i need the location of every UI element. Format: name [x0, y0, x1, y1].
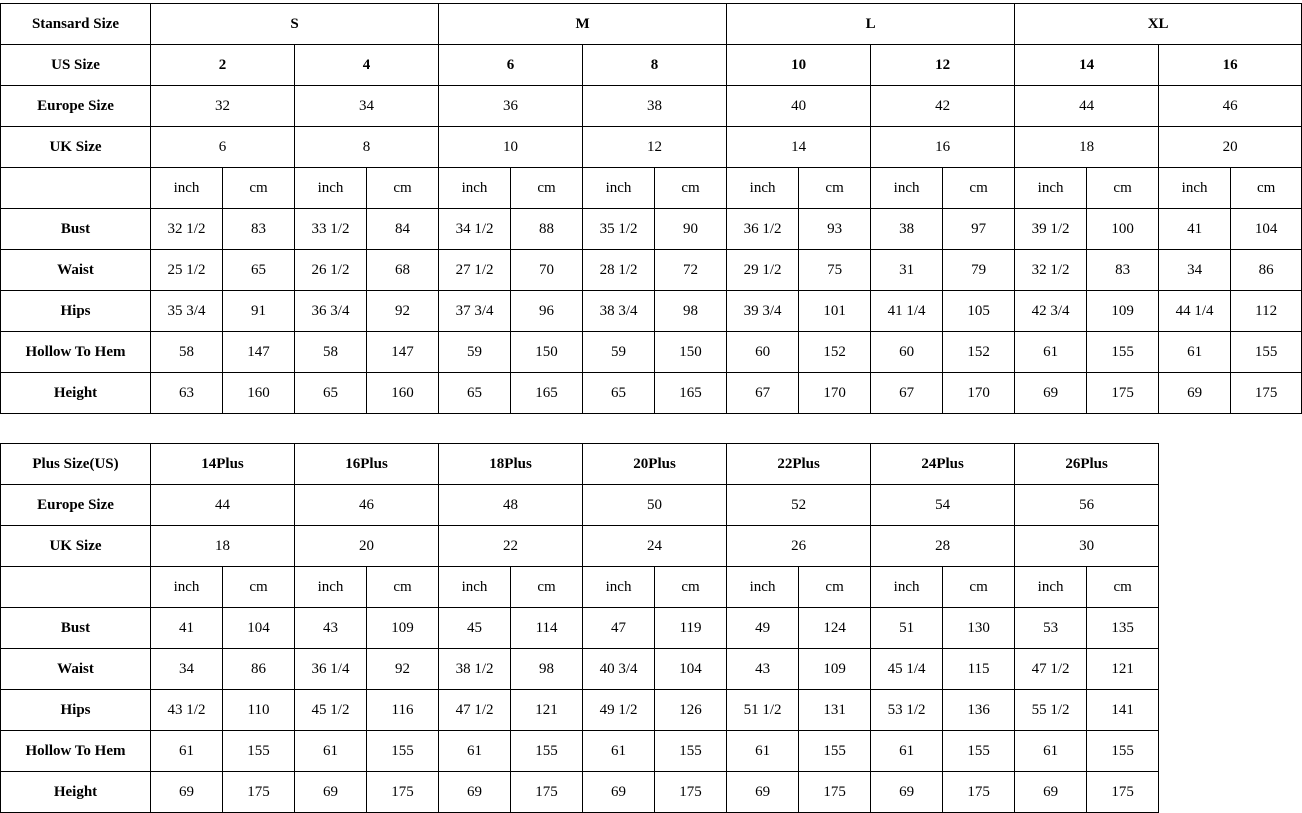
measure-cell: 96 [511, 291, 583, 332]
measure-cell: 61 [151, 731, 223, 772]
measure-cell: 33 1/2 [295, 209, 367, 250]
measure-cell: 45 1/4 [871, 649, 943, 690]
measure-cell: 65 [439, 373, 511, 414]
measure-cell: 45 [439, 608, 511, 649]
uk-size-cell: 26 [727, 526, 871, 567]
measure-cell: 175 [1087, 373, 1159, 414]
measure-cell: 98 [655, 291, 727, 332]
measure-cell: 175 [943, 772, 1015, 813]
plus-size-cell: 26Plus [1015, 444, 1159, 485]
row-label-height: Height [1, 373, 151, 414]
us-size-cell: 2 [151, 45, 295, 86]
row-label-standard-size: Stansard Size [1, 4, 151, 45]
uk-size-cell: 8 [295, 127, 439, 168]
measure-cell: 34 [151, 649, 223, 690]
measure-cell: 55 1/2 [1015, 690, 1087, 731]
europe-size-cell: 56 [1015, 485, 1159, 526]
measure-cell: 47 1/2 [439, 690, 511, 731]
row-label-hollow-to-hem: Hollow To Hem [1, 731, 151, 772]
measure-cell: 104 [655, 649, 727, 690]
measure-cell: 51 1/2 [727, 690, 799, 731]
table-row [1, 690, 1159, 731]
measure-cell: 43 1/2 [151, 690, 223, 731]
measure-cell: 150 [511, 332, 583, 373]
measure-cell: 165 [655, 373, 727, 414]
measure-cell: 136 [943, 690, 1015, 731]
measure-cell: 83 [1087, 250, 1159, 291]
measure-cell: 160 [223, 373, 295, 414]
measure-cell: 40 3/4 [583, 649, 655, 690]
measure-cell: 60 [727, 332, 799, 373]
table-row [1, 45, 1302, 86]
unit-cell: inch [727, 567, 799, 608]
measure-cell: 91 [223, 291, 295, 332]
measure-cell: 69 [1159, 373, 1231, 414]
measure-cell: 44 1/4 [1159, 291, 1231, 332]
unit-cell: cm [367, 567, 439, 608]
measure-cell: 83 [223, 209, 295, 250]
us-size-cell: 6 [439, 45, 583, 86]
uk-size-cell: 22 [439, 526, 583, 567]
measure-cell: 121 [511, 690, 583, 731]
measure-cell: 51 [871, 608, 943, 649]
measure-cell: 135 [1087, 608, 1159, 649]
measure-cell: 165 [511, 373, 583, 414]
plus-size-cell: 20Plus [583, 444, 727, 485]
europe-size-cell: 32 [151, 86, 295, 127]
measure-cell: 36 1/2 [727, 209, 799, 250]
uk-size-cell: 18 [1015, 127, 1159, 168]
measure-cell: 27 1/2 [439, 250, 511, 291]
europe-size-cell: 46 [295, 485, 439, 526]
standard-size-table [0, 3, 1302, 414]
unit-cell: inch [295, 567, 367, 608]
measure-cell: 155 [1231, 332, 1302, 373]
measure-cell: 97 [943, 209, 1015, 250]
row-label-us-size: US Size [1, 45, 151, 86]
measure-cell: 42 3/4 [1015, 291, 1087, 332]
measure-cell: 104 [223, 608, 295, 649]
measure-cell: 67 [871, 373, 943, 414]
unit-cell: inch [1015, 567, 1087, 608]
row-label-hips: Hips [1, 690, 151, 731]
measure-cell: 59 [439, 332, 511, 373]
row-label-waist: Waist [1, 649, 151, 690]
row-label-uk-size: UK Size [1, 127, 151, 168]
uk-size-cell: 14 [727, 127, 871, 168]
measure-cell: 93 [799, 209, 871, 250]
measure-cell: 88 [511, 209, 583, 250]
measure-cell: 86 [223, 649, 295, 690]
measure-cell: 109 [799, 649, 871, 690]
uk-size-cell: 30 [1015, 526, 1159, 567]
measure-cell: 32 1/2 [1015, 250, 1087, 291]
table-row [1, 86, 1302, 127]
europe-size-cell: 34 [295, 86, 439, 127]
uk-size-cell: 18 [151, 526, 295, 567]
row-label-europe-size: Europe Size [1, 86, 151, 127]
table-row [1, 649, 1159, 690]
measure-cell: 92 [367, 291, 439, 332]
measure-cell: 69 [583, 772, 655, 813]
europe-size-cell: 50 [583, 485, 727, 526]
measure-cell: 112 [1231, 291, 1302, 332]
measure-cell: 147 [223, 332, 295, 373]
group-header-xl: XL [1015, 4, 1302, 45]
plus-size-cell: 22Plus [727, 444, 871, 485]
measure-cell: 69 [727, 772, 799, 813]
measure-cell: 35 1/2 [583, 209, 655, 250]
table-row [1, 772, 1159, 813]
measure-cell: 53 1/2 [871, 690, 943, 731]
row-label-europe-size: Europe Size [1, 485, 151, 526]
unit-cell: cm [943, 168, 1015, 209]
measure-cell: 155 [799, 731, 871, 772]
measure-cell: 175 [511, 772, 583, 813]
europe-size-cell: 44 [151, 485, 295, 526]
table-row [1, 444, 1159, 485]
unit-cell: cm [1087, 168, 1159, 209]
row-label-bust: Bust [1, 209, 151, 250]
measure-cell: 101 [799, 291, 871, 332]
table-row [1, 127, 1302, 168]
measure-cell: 49 1/2 [583, 690, 655, 731]
row-label-plus-size: Plus Size(US) [1, 444, 151, 485]
measure-cell: 34 [1159, 250, 1231, 291]
uk-size-cell: 20 [1159, 127, 1302, 168]
europe-size-cell: 44 [1015, 86, 1159, 127]
unit-cell: inch [151, 567, 223, 608]
measure-cell: 65 [223, 250, 295, 291]
measure-cell: 141 [1087, 690, 1159, 731]
measure-cell: 58 [295, 332, 367, 373]
measure-cell: 37 3/4 [439, 291, 511, 332]
measure-cell: 58 [151, 332, 223, 373]
measure-cell: 69 [439, 772, 511, 813]
unit-cell: cm [1231, 168, 1302, 209]
uk-size-cell: 16 [871, 127, 1015, 168]
measure-cell: 130 [943, 608, 1015, 649]
measure-cell: 155 [655, 731, 727, 772]
measure-cell: 69 [1015, 373, 1087, 414]
measure-cell: 121 [1087, 649, 1159, 690]
uk-size-cell: 12 [583, 127, 727, 168]
measure-cell: 31 [871, 250, 943, 291]
measure-cell: 175 [1087, 772, 1159, 813]
us-size-cell: 8 [583, 45, 727, 86]
table-row [1, 608, 1159, 649]
measure-cell: 69 [1015, 772, 1087, 813]
measure-cell: 39 1/2 [1015, 209, 1087, 250]
measure-cell: 49 [727, 608, 799, 649]
unit-cell: cm [367, 168, 439, 209]
measure-cell: 152 [943, 332, 1015, 373]
measure-cell: 45 1/2 [295, 690, 367, 731]
measure-cell: 61 [295, 731, 367, 772]
measure-cell: 38 3/4 [583, 291, 655, 332]
measure-cell: 61 [727, 731, 799, 772]
measure-cell: 25 1/2 [151, 250, 223, 291]
unit-cell: inch [871, 567, 943, 608]
measure-cell: 105 [943, 291, 1015, 332]
table-row [1, 526, 1159, 567]
measure-cell: 86 [1231, 250, 1302, 291]
measure-cell: 63 [151, 373, 223, 414]
europe-size-cell: 46 [1159, 86, 1302, 127]
measure-cell: 41 [1159, 209, 1231, 250]
measure-cell: 32 1/2 [151, 209, 223, 250]
measure-cell: 47 1/2 [1015, 649, 1087, 690]
measure-cell: 26 1/2 [295, 250, 367, 291]
table-row [1, 291, 1302, 332]
unit-cell: inch [1159, 168, 1231, 209]
europe-size-cell: 48 [439, 485, 583, 526]
measure-cell: 41 [151, 608, 223, 649]
measure-cell: 38 1/2 [439, 649, 511, 690]
measure-cell: 61 [1015, 731, 1087, 772]
measure-cell: 116 [367, 690, 439, 731]
measure-cell: 175 [799, 772, 871, 813]
measure-cell: 152 [799, 332, 871, 373]
uk-size-cell: 28 [871, 526, 1015, 567]
measure-cell: 69 [295, 772, 367, 813]
plus-size-table [0, 443, 1159, 813]
measure-cell: 170 [943, 373, 1015, 414]
measure-cell: 69 [151, 772, 223, 813]
table-row [1, 731, 1159, 772]
table-row [1, 332, 1302, 373]
measure-cell: 109 [367, 608, 439, 649]
table-row [1, 250, 1302, 291]
measure-cell: 35 3/4 [151, 291, 223, 332]
measure-cell: 36 3/4 [295, 291, 367, 332]
measure-cell: 69 [871, 772, 943, 813]
unit-cell: cm [799, 168, 871, 209]
unit-cell: cm [223, 567, 295, 608]
plus-size-cell: 16Plus [295, 444, 439, 485]
uk-size-cell: 24 [583, 526, 727, 567]
measure-cell: 110 [223, 690, 295, 731]
row-label-blank [1, 567, 151, 608]
measure-cell: 61 [439, 731, 511, 772]
group-header-m: M [439, 4, 727, 45]
europe-size-cell: 52 [727, 485, 871, 526]
measure-cell: 47 [583, 608, 655, 649]
row-label-hips: Hips [1, 291, 151, 332]
measure-cell: 100 [1087, 209, 1159, 250]
measure-cell: 160 [367, 373, 439, 414]
group-header-l: L [727, 4, 1015, 45]
measure-cell: 39 3/4 [727, 291, 799, 332]
measure-cell: 70 [511, 250, 583, 291]
europe-size-cell: 40 [727, 86, 871, 127]
measure-cell: 65 [583, 373, 655, 414]
unit-cell: cm [223, 168, 295, 209]
measure-cell: 131 [799, 690, 871, 731]
unit-cell: cm [943, 567, 1015, 608]
unit-cell: cm [1087, 567, 1159, 608]
measure-cell: 170 [799, 373, 871, 414]
unit-cell: cm [655, 567, 727, 608]
measure-cell: 114 [511, 608, 583, 649]
measure-cell: 65 [295, 373, 367, 414]
europe-size-cell: 36 [439, 86, 583, 127]
row-label-uk-size: UK Size [1, 526, 151, 567]
uk-size-cell: 20 [295, 526, 439, 567]
measure-cell: 104 [1231, 209, 1302, 250]
measure-cell: 175 [1231, 373, 1302, 414]
uk-size-cell: 6 [151, 127, 295, 168]
measure-cell: 124 [799, 608, 871, 649]
table-row [1, 168, 1302, 209]
measure-cell: 61 [583, 731, 655, 772]
unit-cell: inch [583, 168, 655, 209]
unit-cell: cm [655, 168, 727, 209]
row-label-hollow-to-hem: Hollow To Hem [1, 332, 151, 373]
measure-cell: 60 [871, 332, 943, 373]
measure-cell: 75 [799, 250, 871, 291]
plus-size-cell: 24Plus [871, 444, 1015, 485]
plus-size-cell: 18Plus [439, 444, 583, 485]
measure-cell: 147 [367, 332, 439, 373]
plus-size-cell: 14Plus [151, 444, 295, 485]
unit-cell: inch [1015, 168, 1087, 209]
row-label-height: Height [1, 772, 151, 813]
unit-cell: inch [439, 168, 511, 209]
measure-cell: 29 1/2 [727, 250, 799, 291]
measure-cell: 119 [655, 608, 727, 649]
unit-cell: inch [295, 168, 367, 209]
us-size-cell: 16 [1159, 45, 1302, 86]
measure-cell: 155 [511, 731, 583, 772]
measure-cell: 155 [367, 731, 439, 772]
uk-size-cell: 10 [439, 127, 583, 168]
measure-cell: 61 [1015, 332, 1087, 373]
measure-cell: 72 [655, 250, 727, 291]
unit-cell: cm [799, 567, 871, 608]
us-size-cell: 14 [1015, 45, 1159, 86]
measure-cell: 67 [727, 373, 799, 414]
measure-cell: 59 [583, 332, 655, 373]
table-row [1, 4, 1302, 45]
table-row [1, 485, 1159, 526]
group-header-s: S [151, 4, 439, 45]
measure-cell: 175 [367, 772, 439, 813]
unit-cell: inch [871, 168, 943, 209]
unit-cell: inch [727, 168, 799, 209]
measure-cell: 92 [367, 649, 439, 690]
unit-cell: cm [511, 168, 583, 209]
measure-cell: 28 1/2 [583, 250, 655, 291]
measure-cell: 36 1/4 [295, 649, 367, 690]
measure-cell: 43 [295, 608, 367, 649]
us-size-cell: 12 [871, 45, 1015, 86]
measure-cell: 61 [1159, 332, 1231, 373]
measure-cell: 175 [655, 772, 727, 813]
europe-size-cell: 38 [583, 86, 727, 127]
measure-cell: 155 [1087, 731, 1159, 772]
row-label-waist: Waist [1, 250, 151, 291]
measure-cell: 84 [367, 209, 439, 250]
europe-size-cell: 54 [871, 485, 1015, 526]
measure-cell: 155 [223, 731, 295, 772]
table-row [1, 567, 1159, 608]
unit-cell: inch [151, 168, 223, 209]
measure-cell: 53 [1015, 608, 1087, 649]
measure-cell: 115 [943, 649, 1015, 690]
measure-cell: 109 [1087, 291, 1159, 332]
measure-cell: 38 [871, 209, 943, 250]
measure-cell: 98 [511, 649, 583, 690]
measure-cell: 43 [727, 649, 799, 690]
table-row [1, 373, 1302, 414]
measure-cell: 34 1/2 [439, 209, 511, 250]
measure-cell: 41 1/4 [871, 291, 943, 332]
unit-cell: inch [583, 567, 655, 608]
table-row [1, 209, 1302, 250]
unit-cell: inch [439, 567, 511, 608]
measure-cell: 126 [655, 690, 727, 731]
measure-cell: 175 [223, 772, 295, 813]
europe-size-cell: 42 [871, 86, 1015, 127]
measure-cell: 155 [1087, 332, 1159, 373]
measure-cell: 90 [655, 209, 727, 250]
measure-cell: 61 [871, 731, 943, 772]
us-size-cell: 4 [295, 45, 439, 86]
measure-cell: 150 [655, 332, 727, 373]
measure-cell: 155 [943, 731, 1015, 772]
measure-cell: 68 [367, 250, 439, 291]
unit-cell: cm [511, 567, 583, 608]
row-label-bust: Bust [1, 608, 151, 649]
row-label-blank [1, 168, 151, 209]
us-size-cell: 10 [727, 45, 871, 86]
measure-cell: 79 [943, 250, 1015, 291]
